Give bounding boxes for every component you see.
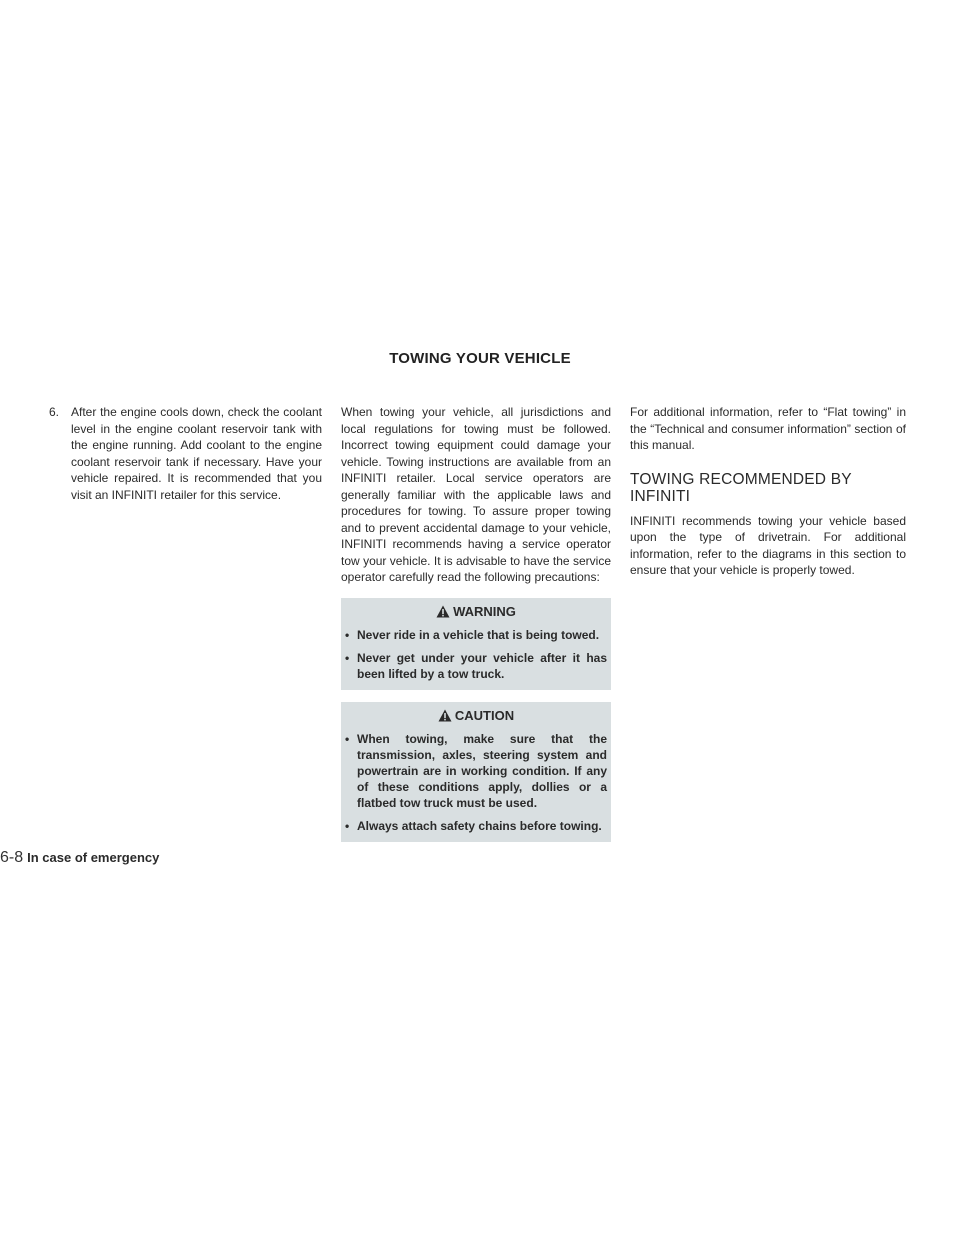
warning-title-text: WARNING	[453, 603, 516, 619]
caution-icon	[438, 709, 452, 722]
warning-item	[345, 627, 607, 643]
column-right	[630, 404, 906, 579]
bullet: •	[345, 627, 350, 642]
column-middle	[341, 404, 611, 842]
warning-icon	[436, 605, 450, 618]
caution-box	[341, 702, 611, 842]
step-text: After the engine cools down, check the coolant level in the engine coolant reservoir tank with the engine running. Add coolant to the engine coolant reservoir tank if necessary. Have your vehicle repaired. It is recommended that you visit an INFINITI retailer for this service.	[71, 405, 322, 502]
additional-info-paragraph: For additional information, refer to “Flat towing” in the “Technical and consumer information” section of this manual.	[630, 405, 906, 452]
bullet: •	[345, 731, 350, 746]
caution-item-text: When towing, make sure that the transmission, axles, steering system and powertrain are in working condition. If any of these conditions apply, dollies or a flatbed tow truck must be used.	[357, 731, 607, 810]
page-number: 6-8	[0, 849, 24, 866]
subsection-title: TOWING RECOMMENDED BY INFINITI	[630, 470, 852, 505]
footer-section-name: In case of emergency	[27, 850, 160, 865]
warning-item-text: Never get under your vehicle after it has been lifted by a tow truck.	[357, 650, 607, 681]
bullet: •	[345, 650, 350, 665]
warning-item-text: Never ride in a vehicle that is being towed.	[357, 627, 600, 642]
page-footer	[0, 849, 159, 867]
caution-title	[345, 707, 607, 725]
caution-item-text: Always attach safety chains before towing.	[357, 818, 602, 833]
step-number: 6.	[49, 405, 60, 419]
caution-item	[345, 731, 607, 811]
bullet: •	[345, 818, 350, 833]
column-left	[49, 404, 322, 503]
section-title: TOWING YOUR VEHICLE	[389, 350, 571, 367]
intro-paragraph: When towing your vehicle, all jurisdictions and local regulations for towing must be followed. Incorrect towing equipment could damage your vehicle. Towing instructions are available from an INFINITI retailer. Local service operators are generally familiar with the applicable laws and procedures for towing. To assure proper towing and to prevent accidental damage to your vehicle, INFINITI recommends having a service operator tow your vehicle. It is advisable to have the service operator carefully read the following precautions:	[341, 405, 611, 584]
caution-item	[345, 818, 607, 834]
warning-item	[345, 650, 607, 682]
warning-box	[341, 598, 611, 690]
step-6	[49, 404, 322, 503]
subsection-paragraph: INFINITI recommends towing your vehicle based upon the type of drivetrain. For additional information, refer to the diagrams in this section to ensure that your vehicle is properly towed.	[630, 513, 906, 577]
warning-title	[345, 603, 607, 621]
caution-title-text: CAUTION	[454, 707, 515, 723]
